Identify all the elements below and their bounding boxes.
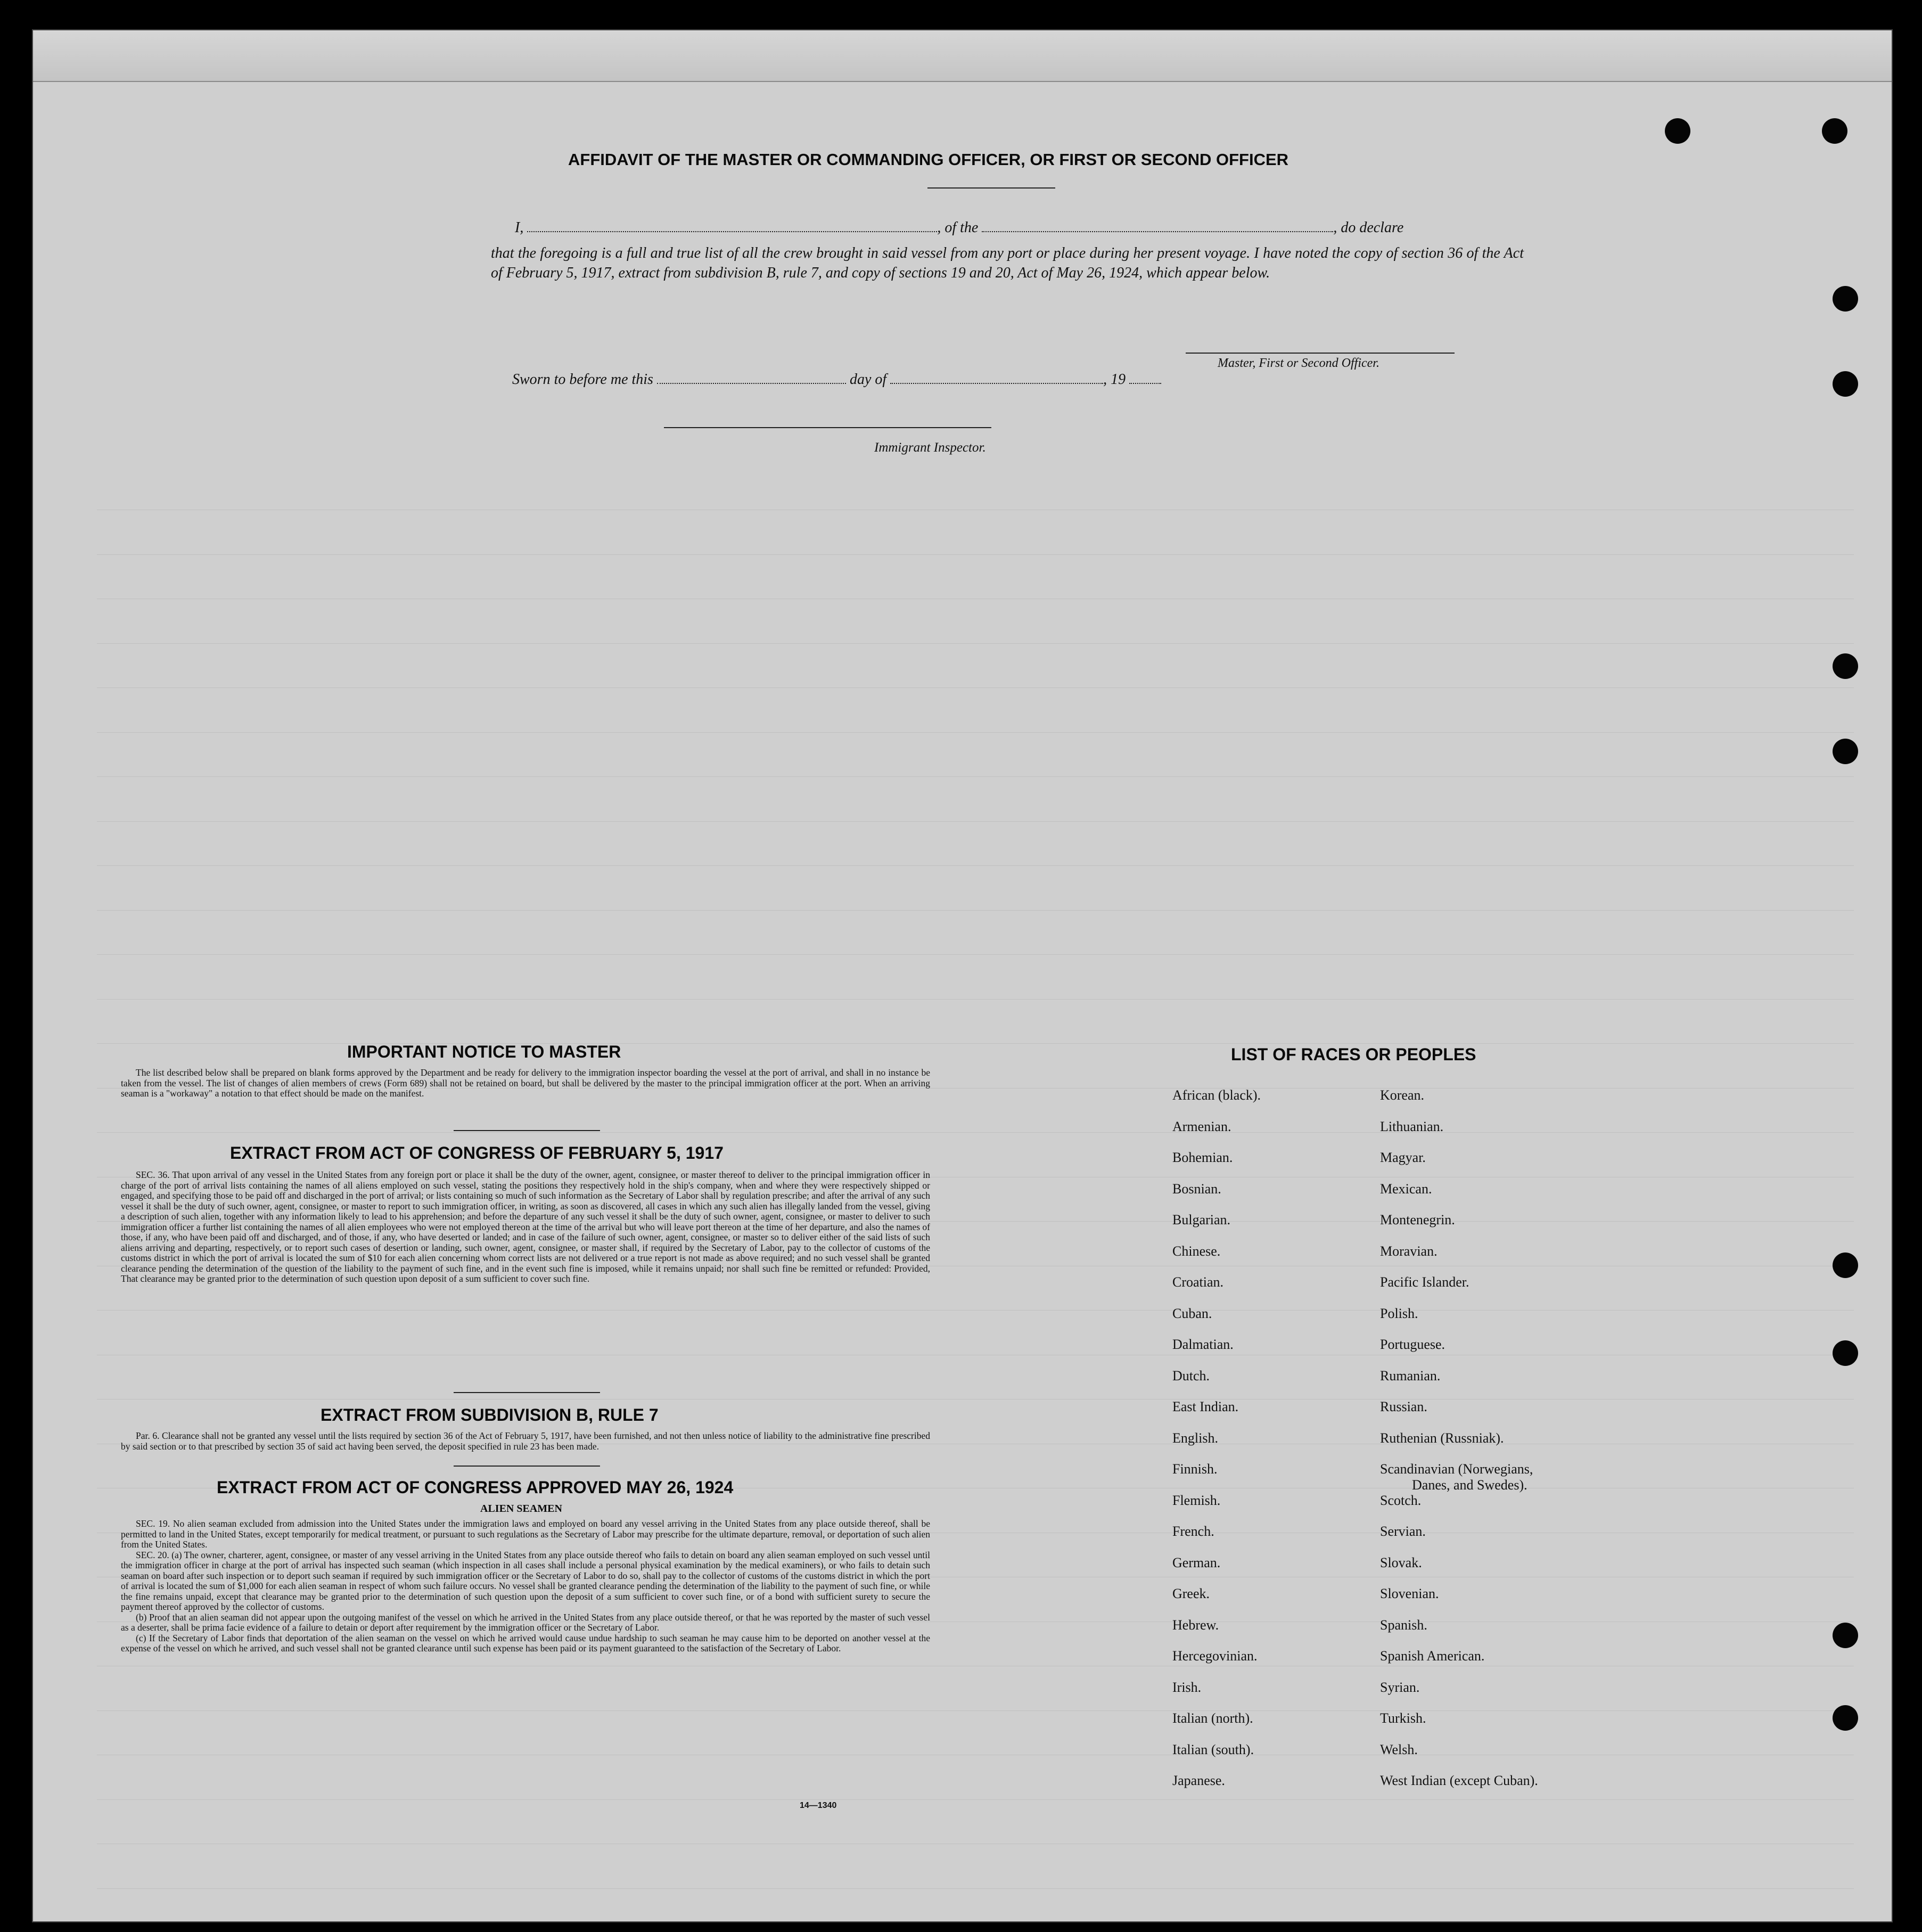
bleed-through-row xyxy=(97,1111,1854,1133)
bleed-through-row xyxy=(97,1022,1854,1044)
race-item: Portuguese. xyxy=(1380,1337,1445,1352)
race-item: Pacific Islander. xyxy=(1380,1274,1469,1290)
affidavit-title-rule xyxy=(927,187,1055,189)
race-item: Slovenian. xyxy=(1380,1586,1439,1601)
race-item: Rumanian. xyxy=(1380,1368,1441,1383)
bleed-through-row xyxy=(97,577,1854,599)
extract-1924-text xyxy=(121,1519,930,1654)
race-item: Polish. xyxy=(1380,1305,1418,1321)
race-item-scandinavian xyxy=(1380,1461,1538,1493)
bleed-through-row xyxy=(97,1822,1854,1844)
affidavit-body: that the foregoing is a full and true list of all the crew brought in said vessel from any port or place during her present voyage. I have noted the copy of section 36 of the Act of February 5, 1917, extract from subdivision B, rule 7, and copy of sections 19 and 20, Act of May 26, 1924, which appear below. xyxy=(491,245,1524,281)
extract-1924-subtitle: ALIEN SEAMEN xyxy=(480,1503,562,1515)
bleed-through-row xyxy=(97,933,1854,955)
sworn-line xyxy=(512,371,1161,388)
race-item: Mexican. xyxy=(1380,1181,1432,1197)
vessel-name-field[interactable] xyxy=(982,231,1333,232)
race-item: Croatian. xyxy=(1172,1274,1224,1290)
race-item: German. xyxy=(1172,1554,1221,1570)
race-item: Dalmatian. xyxy=(1172,1337,1234,1352)
race-item: Montenegrin. xyxy=(1380,1212,1455,1227)
race-item: Moravian. xyxy=(1380,1243,1438,1259)
race-item: Turkish. xyxy=(1380,1710,1426,1726)
race-item: Bulgarian. xyxy=(1172,1212,1231,1227)
race-item: Dutch. xyxy=(1172,1368,1210,1383)
bleed-through-row xyxy=(97,1778,1854,1800)
races-right-column xyxy=(1380,1087,1538,1804)
race-item: Chinese. xyxy=(1172,1243,1221,1259)
punch-hole xyxy=(1833,286,1858,312)
extract-1924-title: EXTRACT FROM ACT OF CONGRESS APPROVED MAY 26, 1924 xyxy=(217,1478,734,1497)
race-item: Russian. xyxy=(1380,1399,1427,1414)
bleed-through-row xyxy=(97,1333,1854,1355)
race-item: Armenian. xyxy=(1172,1118,1231,1134)
sworn-day-label: day of xyxy=(849,371,887,388)
rule7-text xyxy=(121,1431,930,1452)
rule7-title: EXTRACT FROM SUBDIVISION B, RULE 7 xyxy=(321,1405,659,1425)
sworn-month-field[interactable] xyxy=(890,383,1103,384)
manifest-sheet xyxy=(32,29,1893,1922)
notice-paragraph: The list described below shall be prepared on blank forms approved by the Department and be ready for delivery to the immigration inspector boarding the vessel at the port of arrival, and shall in no instance be taken from the vessel. The list of changes of alien members of crews (Form 689) shall not be retained on board, but shall be delivered by the master to the principal immigration officer at the port. When an arriving seaman is a "workaway" a notation to that effect should be made on the manifest. xyxy=(121,1067,930,1099)
bleed-through-row xyxy=(97,488,1854,510)
rule7-divider xyxy=(454,1466,600,1467)
race-item: Cuban. xyxy=(1172,1305,1212,1321)
rule7-paragraph: Par. 6. Clearance shall not be granted any vessel until the lists required by section 36 of the Act of February 5, 1917, have been furnished, and not then unless notice of liability to the administrative fine prescribed by said section or to that prescribed by section 35 of said act having been served, the deposit specified in rule 23 has been made. xyxy=(121,1430,930,1452)
race-item: Welsh. xyxy=(1380,1741,1418,1757)
race-item: Greek. xyxy=(1172,1586,1210,1601)
punch-hole xyxy=(1833,1340,1858,1366)
race-item: Hercegovinian. xyxy=(1172,1648,1258,1664)
race-item: Magyar. xyxy=(1380,1150,1426,1165)
declarant-name-field[interactable] xyxy=(527,231,937,232)
race-item: Syrian. xyxy=(1380,1679,1420,1695)
extract-1917-title: EXTRACT FROM ACT OF CONGRESS OF FEBRUARY 5, 1917 xyxy=(230,1143,724,1163)
affidavit-of-label: , of the xyxy=(937,219,979,236)
race-item: Bohemian. xyxy=(1172,1150,1233,1165)
punch-hole xyxy=(1833,653,1858,679)
bleed-through-row xyxy=(97,1378,1854,1399)
punch-hole xyxy=(1833,1623,1858,1648)
bleed-through-row xyxy=(97,1867,1854,1889)
race-item: Flemish. xyxy=(1172,1492,1221,1508)
affidavit-declaration-line xyxy=(515,219,1403,236)
inspector-label: Immigrant Inspector. xyxy=(874,440,986,455)
punch-hole xyxy=(1833,371,1858,397)
race-item: Lithuanian. xyxy=(1380,1118,1444,1134)
bleed-through-row xyxy=(97,622,1854,644)
master-signature-line[interactable] xyxy=(1186,353,1455,354)
race-item: English. xyxy=(1172,1430,1218,1446)
race-item: West Indian (except Cuban). xyxy=(1380,1773,1538,1788)
race-item: Japanese. xyxy=(1172,1773,1225,1788)
notice-title: IMPORTANT NOTICE TO MASTER xyxy=(347,1042,621,1061)
affidavit-declare-label: , do declare xyxy=(1333,219,1404,236)
race-item-scandinavian-line1: Scandinavian (Norwegians, xyxy=(1380,1461,1533,1477)
race-item: Irish. xyxy=(1172,1679,1202,1695)
bleed-through-row xyxy=(97,844,1854,866)
race-item: Italian (north). xyxy=(1172,1710,1253,1726)
page-fold xyxy=(33,30,1892,82)
section-20b-paragraph: (b) Proof that an alien seaman did not appear upon the outgoing manifest of the vessel on which he arrived in the United States from any place outside thereof, or that he was reported by the master of such vessel as a deserter, shall be prima facie evidence of a failure to detain or deport after requirement by the immigration officer or the Secretary of Labor. xyxy=(121,1611,930,1633)
race-item: African (black). xyxy=(1172,1087,1261,1103)
sworn-prefix: Sworn to before me this xyxy=(512,371,653,388)
bleed-through-row xyxy=(97,711,1854,733)
race-item: Hebrew. xyxy=(1172,1617,1219,1633)
bleed-through-row xyxy=(97,755,1854,777)
race-item: French. xyxy=(1172,1524,1214,1539)
extract-1917-text xyxy=(121,1170,930,1284)
race-item: Spanish. xyxy=(1380,1617,1427,1633)
sworn-day-field[interactable] xyxy=(657,383,846,384)
bleed-through-row xyxy=(97,1289,1854,1311)
master-signature-label: Master, First or Second Officer. xyxy=(1218,356,1379,370)
notice-divider xyxy=(454,1130,600,1131)
bleed-through-row xyxy=(97,1689,1854,1711)
punch-hole xyxy=(1822,118,1847,144)
sworn-year-field[interactable] xyxy=(1129,383,1161,384)
form-number: 14—1340 xyxy=(800,1801,837,1810)
bleed-through-row xyxy=(97,533,1854,555)
race-item: Slovak. xyxy=(1380,1554,1422,1570)
extract-1917-divider xyxy=(454,1392,600,1393)
race-item: Spanish American. xyxy=(1380,1648,1485,1664)
affidavit-title: AFFIDAVIT OF THE MASTER OR COMMANDING OFFICER, OR FIRST OR SECOND OFFICER xyxy=(568,150,1289,169)
sworn-year-label: , 19 xyxy=(1103,371,1126,388)
race-item-scandinavian-line2: Danes, and Swedes). xyxy=(1412,1477,1527,1493)
bleed-through-row xyxy=(97,800,1854,822)
inspector-signature-line[interactable] xyxy=(664,427,991,428)
race-item: Servian. xyxy=(1380,1524,1426,1539)
race-item: Korean. xyxy=(1380,1087,1425,1103)
bleed-through-row xyxy=(97,1733,1854,1755)
race-item: Italian (south). xyxy=(1172,1741,1254,1757)
section-20a-paragraph: SEC. 20. (a) The owner, charterer, agent, consignee, or master of any vessel arriving in the United States from any place outside thereof who fails to detain on board any alien seaman employed on such vessel until the immigration officer in charge at the port of arrival has inspected such seaman (which inspection in all cases shall include a personal physical examination by the medical examiners), or who fails to detain such seaman on board after such inspection or to deport such seaman if required by such immigration officer or the Secretary of Labor to do so, shall pay to the collector of customs of the customs district in which the port of arrival is located the sum of $1,000 for each alien seaman in respect of whom such failure occurs. No vessel shall be granted clearance pending the determination of the liability to the payment of such fine, or while the fine remains unpaid, except that clearance may be granted prior to the determination of such question upon the deposit of a sum sufficient to cover such fine, or of a bond with sufficient surety to secure the payment thereof approved by the collector of customs. xyxy=(121,1549,930,1612)
section-20c-paragraph: (c) If the Secretary of Labor finds that deportation of the alien seaman on the vessel on which he arrived would cause undue hardship to such seaman he may cause him to be deported on another vessel at the expense of the vessel on which he arrived, and such vessel shall not be granted clearance until such expense has been paid or its payment guaranteed to the satisfaction of the Secretary of Labor. xyxy=(121,1632,930,1653)
race-item: Ruthenian (Russniak). xyxy=(1380,1430,1504,1446)
bleed-through-row xyxy=(97,978,1854,1000)
punch-hole xyxy=(1833,1705,1858,1731)
race-item: East Indian. xyxy=(1172,1399,1239,1414)
bleed-through-row xyxy=(97,889,1854,911)
punch-hole xyxy=(1665,118,1690,144)
affidavit-i-label: I, xyxy=(515,219,524,236)
races-left-column xyxy=(1172,1087,1261,1804)
race-item: Finnish. xyxy=(1172,1461,1218,1477)
notice-text xyxy=(121,1068,930,1099)
section-19-paragraph: SEC. 19. No alien seaman excluded from admission into the United States under the immigration laws and employed on board any vessel arriving in the United States from any place outside thereof, shall be permitted to land in the United States, except temporarily for medical treatment, or pursuant to such regulations as the Secretary of Labor may prescribe for the ultimate departure, removal, or deportation of such alien from the United States. xyxy=(121,1518,930,1550)
bleed-through-row xyxy=(97,666,1854,688)
punch-hole xyxy=(1833,739,1858,764)
section-36-paragraph: SEC. 36. That upon arrival of any vessel in the United States from any foreign port or place it shall be the duty of the owner, agent, consignee, or master thereof to deliver to the principal immigration officer in charge of the port of arrival lists containing the names of all aliens employed on such vessel, stating the positions they respectively hold in the ship's company, when and where they were respectively shipped or engaged, and specifying those to be paid off and discharged in the port of arrival; or lists containing so much of such information as the Secretary of Labor shall by regulation prescribe; and after the arrival of any such vessel it shall be the duty of such owner, agent, consignee, or master to report to such immigration officer, in writing, as soon as discovered, all cases in which any such alien has illegally landed from the vessel, giving a description of such alien, together with any information likely to lead to his apprehension; and before the departure of any such vessel it shall be the duty of such owner, agent, consignee, or master to deliver to such immigration officer a further list containing the names of all alien employees who were not employed thereon at the time of the arrival but who will leave port thereon at the time of her departure, and also the names of those, if any, who have been paid off and discharged, and of those, if any, who have deserted or landed; and in case of the failure of such owner, agent, consignee, or master so to deliver either of the said lists of such aliens arriving and departing, respectively, or to report such cases of desertion or landing, such owner, agent, consignee, or master shall, if required by the Secretary of Labor, pay to the collector of customs of the customs district in which the port of arrival is located the sum of $10 for each alien concerning whom correct lists are not delivered or a true report is not made as above required; and no such vessel shall be granted clearance pending the determination of the question of the liability to the payment of such fine, and in the event such fine is imposed, while it remains unpaid; nor shall such fine be remitted or refunded: Provided, That clearance may be granted prior to the determination of such question upon deposit of a sum sufficient to cover such fine. xyxy=(121,1169,930,1284)
races-title: LIST OF RACES OR PEOPLES xyxy=(1231,1045,1476,1064)
punch-hole xyxy=(1833,1252,1858,1278)
race-item: Scotch. xyxy=(1380,1492,1422,1508)
race-item: Bosnian. xyxy=(1172,1181,1221,1197)
